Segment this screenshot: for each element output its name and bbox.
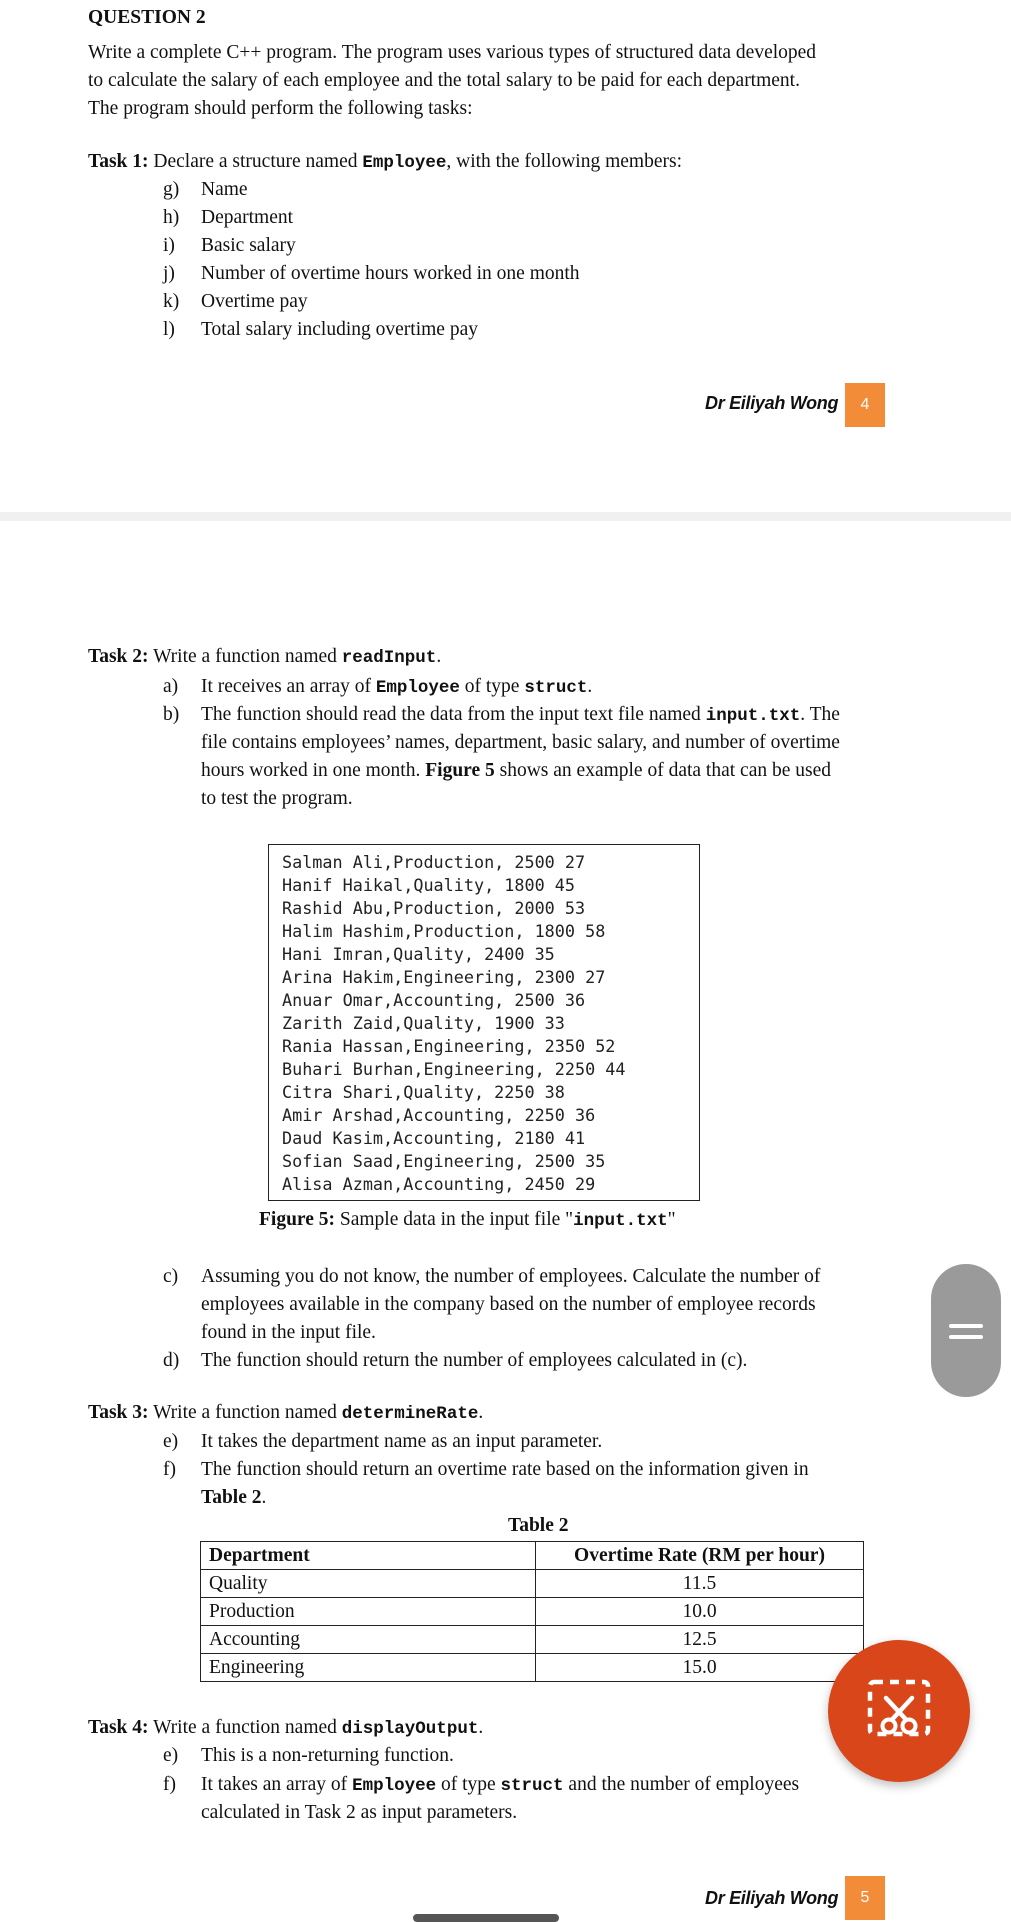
task4-label: Task 4: <box>88 1717 149 1738</box>
table-cell-department: Production <box>201 1598 536 1626</box>
sample-line: Sofian Saad,Engineering, 2500 35 <box>282 1151 606 1171</box>
task3-code: determineRate <box>341 1404 479 1424</box>
task3-text: Write a function named <box>153 1402 337 1423</box>
item-letter: i) <box>163 235 175 256</box>
table-cell-rate: 12.5 <box>536 1626 864 1654</box>
table-header-department: Department <box>201 1542 536 1570</box>
item-text: This is a non-returning function. <box>201 1745 454 1766</box>
table-cell-rate: 11.5 <box>536 1570 864 1598</box>
intro-line-1: Write a complete C++ program. The program uses various types of structured data developed <box>88 42 817 63</box>
item-letter: k) <box>163 291 180 312</box>
sample-line: Amir Arshad,Accounting, 2250 36 <box>282 1105 596 1125</box>
table-row <box>201 1570 864 1598</box>
task2-c-line3: found in the input file. <box>201 1322 376 1343</box>
side-panel-handle[interactable] <box>931 1264 1001 1397</box>
task2-b-line4: to test the program. <box>201 788 353 809</box>
sample-line: Buhari Burhan,Engineering, 2250 44 <box>282 1059 626 1079</box>
task4-f-line2: calculated in Task 2 as input parameters. <box>201 1802 518 1823</box>
sample-line: Hanif Haikal,Quality, 1800 45 <box>282 875 575 895</box>
sample-line: Alisa Azman,Accounting, 2450 29 <box>282 1174 596 1194</box>
item-letter: h) <box>163 207 180 228</box>
sample-line: Daud Kasim,Accounting, 2180 41 <box>282 1128 586 1148</box>
page-number: 5 <box>845 1876 885 1920</box>
task2-label: Task 2: <box>88 646 149 667</box>
question-title: QUESTION 2 <box>88 7 206 28</box>
task3-f-line2: Table 2. <box>201 1487 267 1508</box>
sample-data-box <box>268 844 700 1201</box>
item-letter: g) <box>163 179 180 200</box>
sample-line: Hani Imran,Quality, 2400 35 <box>282 944 555 964</box>
item-letter: l) <box>163 319 175 340</box>
table-header-rate: Overtime Rate (RM per hour) <box>536 1542 864 1570</box>
sample-line: Halim Hashim,Production, 1800 58 <box>282 921 606 941</box>
item-letter: e) <box>163 1745 179 1766</box>
item-text: It takes the department name as an input parameter. <box>201 1431 603 1452</box>
table-cell-department: Quality <box>201 1570 536 1598</box>
item-text: It takes an array of Employee of type struct and the number of employees <box>201 1774 800 1796</box>
table-cell-department: Engineering <box>201 1654 536 1682</box>
item-text: Department <box>201 207 294 228</box>
table-header-row <box>201 1542 864 1570</box>
task3-heading <box>88 1399 483 1428</box>
item-letter: j) <box>163 263 175 284</box>
item-letter: b) <box>163 704 180 725</box>
task2-b-line3: hours worked in one month. Figure 5 shows an example of data that can be used <box>201 760 832 781</box>
task1-text: Declare a structure named <box>153 151 358 172</box>
footer-author: Dr Eiliyah Wong <box>705 1888 839 1908</box>
task2-b-line2: file contains employees’ names, department, basic salary, and number of overtime <box>201 732 840 753</box>
task1-label: Task 1: <box>88 151 149 172</box>
sample-line: Salman Ali,Production, 2500 27 <box>282 852 586 872</box>
item-text: Basic salary <box>201 235 296 256</box>
overtime-rate-table <box>200 1541 864 1682</box>
home-indicator[interactable] <box>413 1914 559 1922</box>
table-row <box>201 1654 864 1682</box>
task2-code: readInput <box>341 648 437 668</box>
task1-text-after: , with the following members: <box>446 151 682 172</box>
document-page-4 <box>0 0 1011 512</box>
page-separator <box>0 512 1011 521</box>
task2-c-line2: employees available in the company based on the number of employee records <box>201 1294 816 1315</box>
screenshot-crop-icon <box>828 1640 970 1782</box>
item-text: Overtime pay <box>201 291 308 312</box>
item-letter: a) <box>163 676 179 697</box>
sample-line: Rashid Abu,Production, 2000 53 <box>282 898 586 918</box>
table-cell-department: Accounting <box>201 1626 536 1654</box>
sample-line: Rania Hassan,Engineering, 2350 52 <box>282 1036 616 1056</box>
table-cell-rate: 15.0 <box>536 1654 864 1682</box>
item-letter: f) <box>163 1774 176 1795</box>
table-title: Table 2 <box>508 1515 569 1536</box>
task4-heading <box>88 1714 483 1743</box>
sample-line: Arina Hakim,Engineering, 2300 27 <box>282 967 606 987</box>
item-letter: f) <box>163 1459 176 1480</box>
task3-period: . <box>478 1402 484 1423</box>
task1-code: Employee <box>362 153 447 173</box>
item-text: Total salary including overtime pay <box>201 319 478 340</box>
item-letter: e) <box>163 1431 179 1452</box>
item-text: The function should read the data from the input text file named input.txt. The <box>201 704 840 726</box>
task3-label: Task 3: <box>88 1402 149 1423</box>
sample-line: Citra Shari,Quality, 2250 38 <box>282 1082 565 1102</box>
item-text: It receives an array of Employee of type struct. <box>201 676 593 698</box>
item-text: Number of overtime hours worked in one month <box>201 263 580 284</box>
figure-caption: Figure 5: Sample data in the input file "input.txt" <box>259 1209 676 1231</box>
table-row <box>201 1598 864 1626</box>
item-text: The function should return an overtime rate based on the information given in <box>201 1459 809 1480</box>
task2-period: . <box>436 646 442 667</box>
sample-line: Zarith Zaid,Quality, 1900 33 <box>282 1013 565 1033</box>
task4-period: . <box>478 1717 484 1738</box>
item-letter: d) <box>163 1350 180 1371</box>
item-letter: c) <box>163 1266 179 1287</box>
task2-heading <box>88 643 441 672</box>
table-cell-rate: 10.0 <box>536 1598 864 1626</box>
task1-heading <box>88 148 682 177</box>
task2-text: Write a function named <box>153 646 337 667</box>
screenshot-crop-button[interactable] <box>828 1640 970 1782</box>
task4-code: displayOutput <box>341 1719 479 1739</box>
table-row <box>201 1626 864 1654</box>
item-text: Name <box>201 179 248 200</box>
sample-line: Anuar Omar,Accounting, 2500 36 <box>282 990 586 1010</box>
page-number: 4 <box>845 383 885 427</box>
task4-text: Write a function named <box>153 1717 337 1738</box>
item-text: Assuming you do not know, the number of employees. Calculate the number of <box>201 1266 821 1287</box>
footer-author: Dr Eiliyah Wong <box>705 393 839 413</box>
intro-line-2: to calculate the salary of each employee and the total salary to be paid for each department. <box>88 70 800 91</box>
drag-handle-icon <box>931 1264 1001 1397</box>
intro-line-3: The program should perform the following tasks: <box>88 98 473 119</box>
item-text: The function should return the number of employees calculated in (c). <box>201 1350 748 1371</box>
